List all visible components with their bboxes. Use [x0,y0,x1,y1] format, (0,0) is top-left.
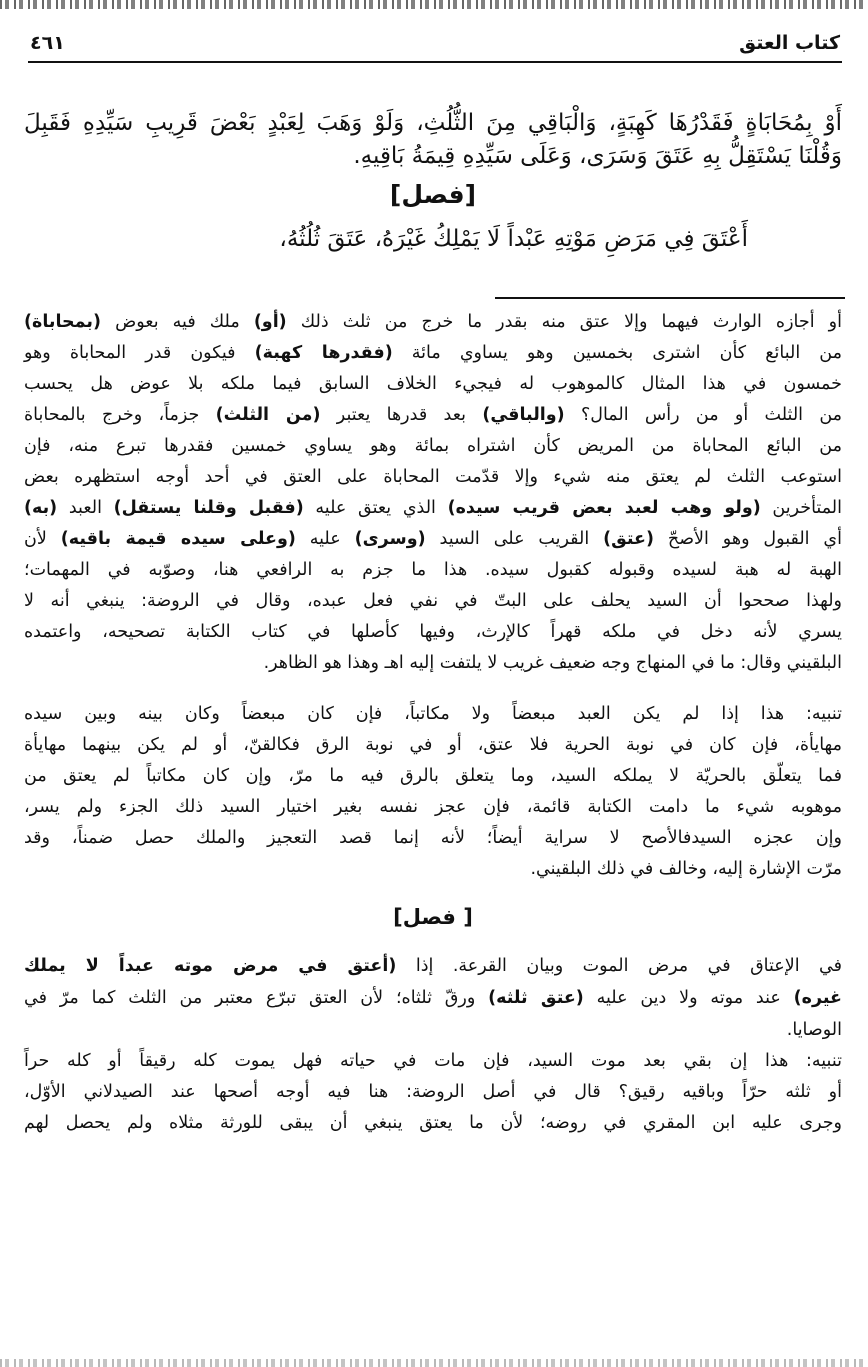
commentary-line [24,405,842,426]
commentary-line [24,560,842,581]
commentary-text: استوعب الثلث لم يعتق منه شيء وإلا قدّمت المحاباة على العتق في أحد أوجه استظهره بعض [24,467,842,487]
commentary-text: مرّت الإشارة إليه، وخالف في ذلك البلقيني. [530,859,842,879]
commentary-line [24,797,842,818]
quoted-matn-text: (عتق) [603,529,654,549]
commentary-text: ورقّ ثلثاه؛ لأن العتق تبرّع معتبر من الثلث كما مرّ في [24,988,489,1008]
commentary-line [24,653,842,674]
commentary-line [24,859,842,880]
commentary-text: ملك فيه بعوض [100,312,254,332]
section-heading: [ فصل] [393,905,473,929]
commentary-text: العبد [57,498,114,518]
commentary-text: ولهذا صححوا أن السيد يحلف على البتّ في نفي فعل عبده، وقال في الروضة: ينبغي أنه لا [24,591,842,611]
commentary-line [24,988,842,1009]
commentary-line [24,828,842,849]
commentary-text: فيكون قدر المحاباة وهو [24,343,255,363]
section-heading: [فصل] [389,180,477,209]
commentary-line [24,1082,842,1103]
commentary-line [24,704,842,725]
commentary-line [24,467,842,488]
commentary-line [24,498,842,519]
commentary-text: المتأخرين [760,498,843,518]
commentary-text: الوصايا. [786,1020,842,1040]
commentary-line [24,1051,842,1072]
commentary-text: في الإعتاق في مرض الموت وبيان القرعة. إذا [396,956,842,976]
commentary-text: موهوبه شيء ما دامت الكتابة قائمة، فإن عجز نفسه بغير اختيار السيد ذلك الجزء ولم يسر، [24,797,842,817]
commentary-text: فما يتعلّق بالحريّة لا يملكه السيد، وما يتعلق بالرق فيه ما مرّ، وإن كان مكاتباً لم يعتق من [24,766,842,786]
commentary-text: مهايأة، فإن كان في نوبة الحرية فلا عتق، أو في نوبة الرق فكالقنّ، أو لم يكن بينهما مهايأة [24,735,842,755]
quoted-matn-text: (من الثلث) [215,405,321,425]
quoted-matn-text: (فقبل وقلنا يستقل) [113,498,304,518]
commentary-text: القريب على السيد [425,529,604,549]
commentary-text: أو أجازه الوارث فيهما وإلا عتق منه بقدر ما خرج من ثلث ذلك [286,312,842,332]
commentary-text: بعد قدرها يعتبر [320,405,483,425]
commentary-text: الهبة له هبة لسيده وقبوله كقبول سيده. هذا ما جزم به الرافعي هنا، وصوّبه في المهمات؛ [24,560,842,580]
quoted-matn-text: (وسرى) [354,529,426,549]
commentary-line [24,374,842,395]
commentary-text: لأن [24,529,61,549]
decorative-bottom-border [0,1359,868,1367]
running-header-title: كتاب العتق [739,32,840,54]
quoted-matn-text: (عتق ثلثه) [488,988,584,1008]
commentary-text: يسري لأنه دخل في ملكه قهراً كالإرث، وفيها كأصلها في كتاب الكتابة تصحيحه، واعتمده [24,622,842,642]
commentary-line [24,1113,842,1134]
commentary-text: وجرى عليه ابن المقري في روضه؛ لأن ما يعتق ينبغي أن يبقى للورثة مثلاه ولم يحصل لهم [24,1113,842,1133]
decorative-top-border [0,0,868,9]
commentary-line [24,622,842,643]
commentary-text: تنبيه: هذا إذا لم يكن العبد مبعضاً ولا مكاتباً، فإن كان مبعضاً وكان بينه وبين سيده [24,704,842,724]
commentary-text: البلقيني وقال: ما في المنهاج وجه ضعيف غريب لا يلتفت إليه اهـ وهذا هو الظاهر. [263,653,842,673]
commentary-text: جزماً، وخرج بالمحاباة [24,405,216,425]
commentary-line [24,956,842,977]
commentary-line [24,312,842,333]
commentary-line [24,735,842,756]
matn-line: أَوْ بِمُحَابَاةٍ فَقَدْرُهَا كَهِبَةٍ، وَالْبَاقِي مِنَ الثُّلُثِ، وَلَوْ وَهَبَ لِعَبْدٍ بَعْضَ قَرِيبِ سَيِّدِهِ فَقَبِلَ [24,110,842,136]
quoted-matn-text: غيره) [793,988,842,1008]
quoted-matn-text: (أعتق في مرض موته عبداً لا يملك [24,956,397,976]
quoted-matn-text: (ولو وهب لعبد بعض قريب سيده) [447,498,761,518]
quoted-matn-text: (والباقي) [482,405,565,425]
quoted-matn-text: (بمحاباة) [24,312,101,332]
commentary-text: من الثلث أو من رأس المال؟ [564,405,843,425]
commentary-text: أو ثلثه حرّاً وباقيه رقيق؟ قال في أصل الروضة: هنا فيه أوجه أصحها عند الصيدلاني الأوّل، [24,1082,842,1102]
commentary-separator [495,297,845,299]
commentary-text: عند موته ولا دين عليه [583,988,794,1008]
commentary-line [24,343,842,364]
commentary-text: من البائع المحاباة من المريض كأن اشتراه بمائة وهو يساوي خمسين فقدرها تبرع منه، فإن [24,436,842,456]
quoted-matn-text: (فقدرها كهبة) [254,343,393,363]
quoted-matn-text: (وعلى سيده قيمة باقيه) [60,529,296,549]
header-rule [28,61,842,63]
commentary-text: أي القبول وهو الأصحّ [653,529,842,549]
commentary-line [24,766,842,787]
commentary-line [24,591,842,612]
commentary-text: خمسون في هذا المثال كالموهوب له فيجيء الخلاف السابق فيما ملكه بلا عوض هل يحسب [24,374,842,394]
commentary-text: عليه [295,529,355,549]
quoted-matn-text: (أو) [253,312,287,332]
commentary-text: الذي يعتق عليه [303,498,448,518]
commentary-line [24,529,842,550]
commentary-text: وإن عجزه السيدفالأصح لا سراية أيضاً؛ لأنه إنما قصد التعجيز والملك حصل ضمناً، وقد [24,828,842,848]
commentary-line [24,436,842,457]
quoted-matn-text: (به) [24,498,58,518]
commentary-text: تنبيه: هذا إن بقي بعد موت السيد، فإن مات في حياته فهل يموت كله رقيقاً أو كله حراً [24,1051,842,1071]
matn-line: وَقُلْنَا يَسْتَقِلُّ بِهِ عَتَقَ وَسَرَى، وَعَلَى سَيِّدِهِ قِيمَةُ بَاقِيهِ. [353,143,842,169]
commentary-line [24,1020,842,1041]
page-number: ٤٦١ [30,32,65,54]
matn-line: أَعْتَقَ فِي مَرَضِ مَوْتِهِ عَبْداً لَا يَمْلِكُ غَيْرَهُ، عَتَقَ ثُلُثُهُ، [279,226,748,252]
commentary-text: من البائع كأن اشترى بخمسين وهو يساوي مائة [392,343,842,363]
